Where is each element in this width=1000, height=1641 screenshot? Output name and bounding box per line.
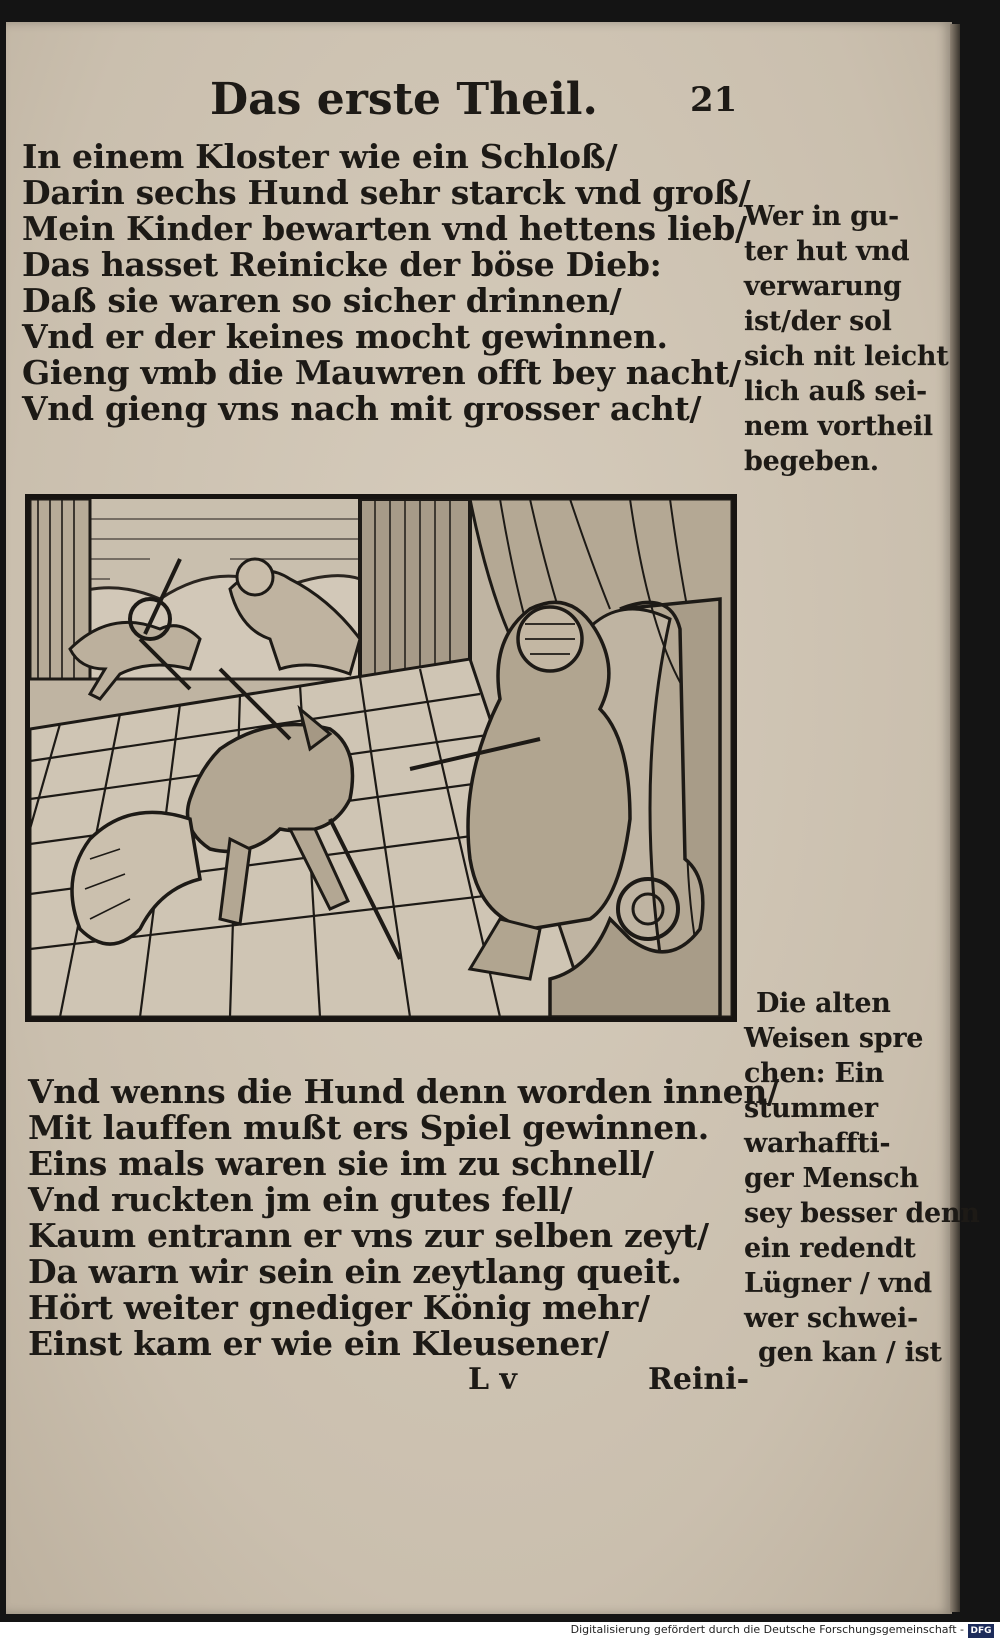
dfg-logo: DFG: [968, 1624, 994, 1638]
margin-line: verwarung: [744, 271, 902, 302]
digitization-credit: Digitalisierung gefördert durch die Deutsche Forschungsgemeinschaft -: [570, 1623, 964, 1636]
margin-line: ger Mensch: [744, 1163, 919, 1194]
text-line: Vnd er der keines mocht gewinnen.: [22, 317, 668, 356]
text-line: Eins mals waren sie im zu schnell/: [28, 1144, 654, 1183]
margin-line: sey besser denn: [744, 1198, 980, 1229]
text-line: Vnd wenns die Hund denn worden innen/: [28, 1072, 779, 1111]
margin-line: lich auß sei-: [744, 376, 927, 407]
text-line: Einst kam er wie ein Kleusener/: [28, 1324, 609, 1363]
margin-line: warhaffti-: [744, 1128, 891, 1159]
margin-line: stummer: [744, 1093, 878, 1124]
margin-line: chen: Ein: [744, 1058, 885, 1089]
text-line: Vnd ruckten jm ein gutes fell/: [28, 1180, 573, 1219]
text-line: Gieng vmb die Mauwren offt bey nacht/: [22, 353, 741, 392]
signature-mark: L v: [468, 1362, 517, 1397]
text-line: Daß sie waren so sicher drinnen/: [22, 281, 622, 320]
margin-line: begeben.: [744, 446, 879, 477]
text-line: Mit lauffen mußt ers Spiel gewinnen.: [28, 1108, 709, 1147]
catchword: Reini-: [648, 1362, 750, 1397]
text-line: In einem Kloster wie ein Schloß/: [22, 137, 618, 176]
margin-line: ist/der sol: [744, 306, 892, 337]
text-line: Da warn wir sein ein zeytlang queit.: [28, 1252, 682, 1291]
text-line: Darin sechs Hund sehr starck vnd groß/: [22, 173, 751, 212]
woodcut-illustration: [25, 494, 737, 1022]
woodcut-drawing: [30, 499, 732, 1017]
margin-line: wer schwei-: [744, 1303, 918, 1334]
margin-line: Weisen spre: [744, 1023, 924, 1054]
text-line: Vnd gieng vns nach mit grosser acht/: [22, 389, 702, 428]
margin-line: ein redendt: [744, 1233, 916, 1264]
text-line: Das hasset Reinicke der böse Dieb:: [22, 245, 662, 284]
margin-line: gen kan / ist: [758, 1337, 942, 1368]
text-line: Kaum entrann er vns zur selben zeyt/: [28, 1216, 709, 1255]
page-number: 21: [690, 80, 738, 120]
margin-line: Lügner / vnd: [744, 1268, 932, 1299]
margin-line: ter hut vnd: [744, 236, 910, 267]
running-header-title: Das erste Theil.: [210, 74, 598, 125]
margin-line: Wer in gu-: [744, 201, 899, 232]
margin-line: sich nit leicht: [744, 341, 949, 372]
text-line: Hört weiter gnediger König mehr/: [28, 1288, 650, 1327]
margin-line: nem vortheil: [744, 411, 933, 442]
margin-line: Die alten: [756, 988, 891, 1019]
text-line: Mein Kinder bewarten vnd hettens lieb/: [22, 209, 747, 248]
page-edge: [950, 24, 960, 1612]
